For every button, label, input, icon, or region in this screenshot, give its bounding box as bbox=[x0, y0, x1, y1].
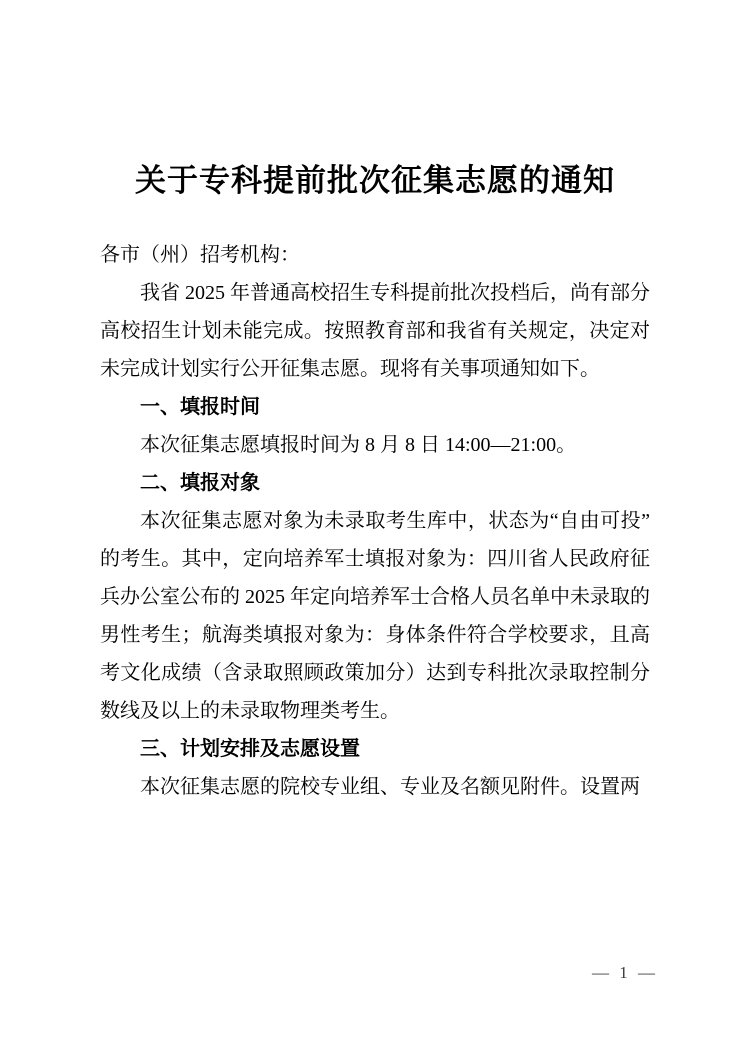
document-body bbox=[100, 236, 650, 806]
section-heading-2: 二、填报对象 bbox=[140, 472, 260, 494]
section-heading-1: 一、填报时间 bbox=[140, 396, 260, 418]
section-2-paragraph: 本次征集志愿对象为未录取考生库中，状态为“自由可投”的考生。其中，定向培养军士填报对象为：四川省人民政府征兵办公室公布的 2025 年定向培养军士合格人员名单中未录取的男性考生；航海类填报对象为：身体条件符合学校要求，且高考文化成绩（含录取照顾政策加分）达到专科批次录取控制分数线及以上的未录取物理类考生。 bbox=[100, 510, 650, 722]
section-heading-3: 三、计划安排及志愿设置 bbox=[140, 738, 360, 760]
document-title: 关于专科提前批次征集志愿的通知 bbox=[135, 163, 615, 198]
page-number: — 1 — bbox=[592, 963, 658, 982]
section-1-paragraph: 本次征集志愿填报时间为 8 月 8 日 14:00—21:00。 bbox=[140, 434, 577, 456]
section-3-paragraph: 本次征集志愿的院校专业组、专业及名额见附件。设置两 bbox=[140, 776, 640, 798]
intro-paragraph: 我省 2025 年普通高校招生专科提前批次投档后，尚有部分高校招生计划未能完成。按照教育部和我省有关规定，决定对未完成计划实行公开征集志愿。现将有关事项通知如下。 bbox=[100, 282, 650, 380]
salutation-line: 各市（州）招考机构： bbox=[100, 244, 300, 266]
